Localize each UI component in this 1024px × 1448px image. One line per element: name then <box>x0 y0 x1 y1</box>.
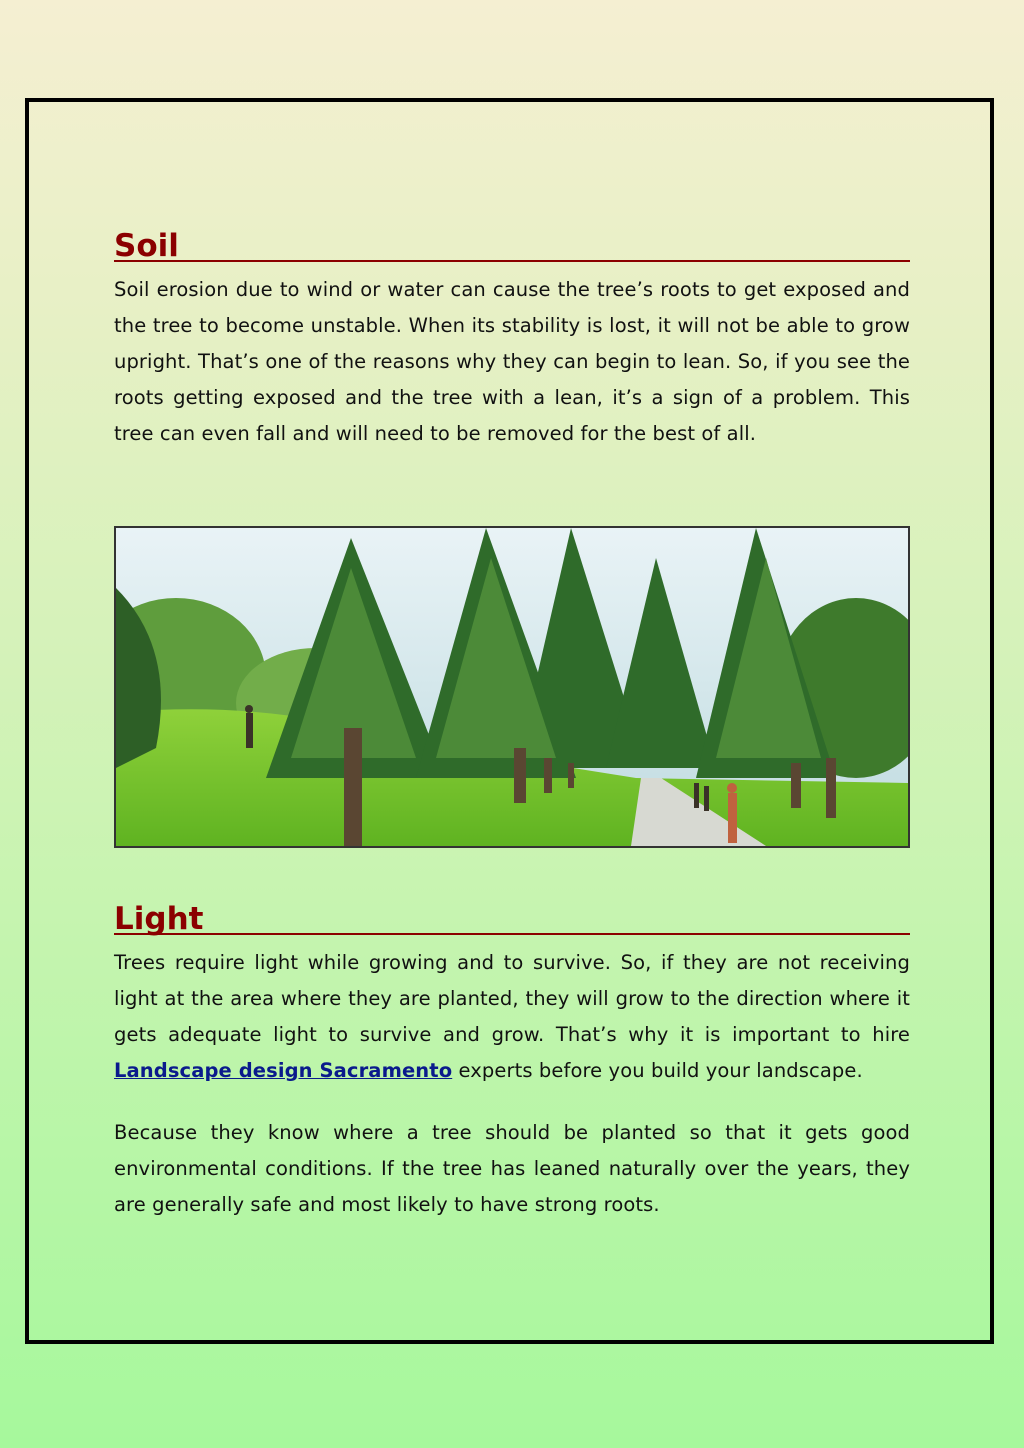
soil-section <box>114 229 910 452</box>
soil-heading: Soil <box>114 229 910 262</box>
soil-paragraph: Soil erosion due to wind or water can cause the tree’s roots to get exposed and the tree to become unstable. When its stability is lost, it will not be able to grow upright. That’s one of the reasons why they can begin to lean. So, if you see the roots getting exposed and the tree with a lean, it’s a sign of a problem. This tree can even fall and will need to be removed for the best of all. <box>114 278 910 445</box>
light-paragraph-1 <box>114 945 910 1089</box>
light-paragraph-1-after: experts before you build your landscape. <box>452 1059 863 1082</box>
park-trees-illustration <box>116 528 908 846</box>
landscape-design-sacramento-link[interactable]: Landscape design Sacramento <box>114 1059 453 1082</box>
light-paragraph-2: Because they know where a tree should be planted so that it gets good environmental conditions. If the tree has leaned naturally over the years, they are generally safe and most likely to have strong roots. <box>114 1121 910 1216</box>
park-trees-photo <box>114 526 910 848</box>
light-section <box>114 902 910 1223</box>
light-heading: Light <box>114 902 910 935</box>
light-paragraph-1-before: Trees require light while growing and to survive. So, if they are not receiving light at the area where they are planted, they will grow to the direction where it gets adequate light to survive and grow. That’s why it is important to hire <box>114 951 910 1046</box>
